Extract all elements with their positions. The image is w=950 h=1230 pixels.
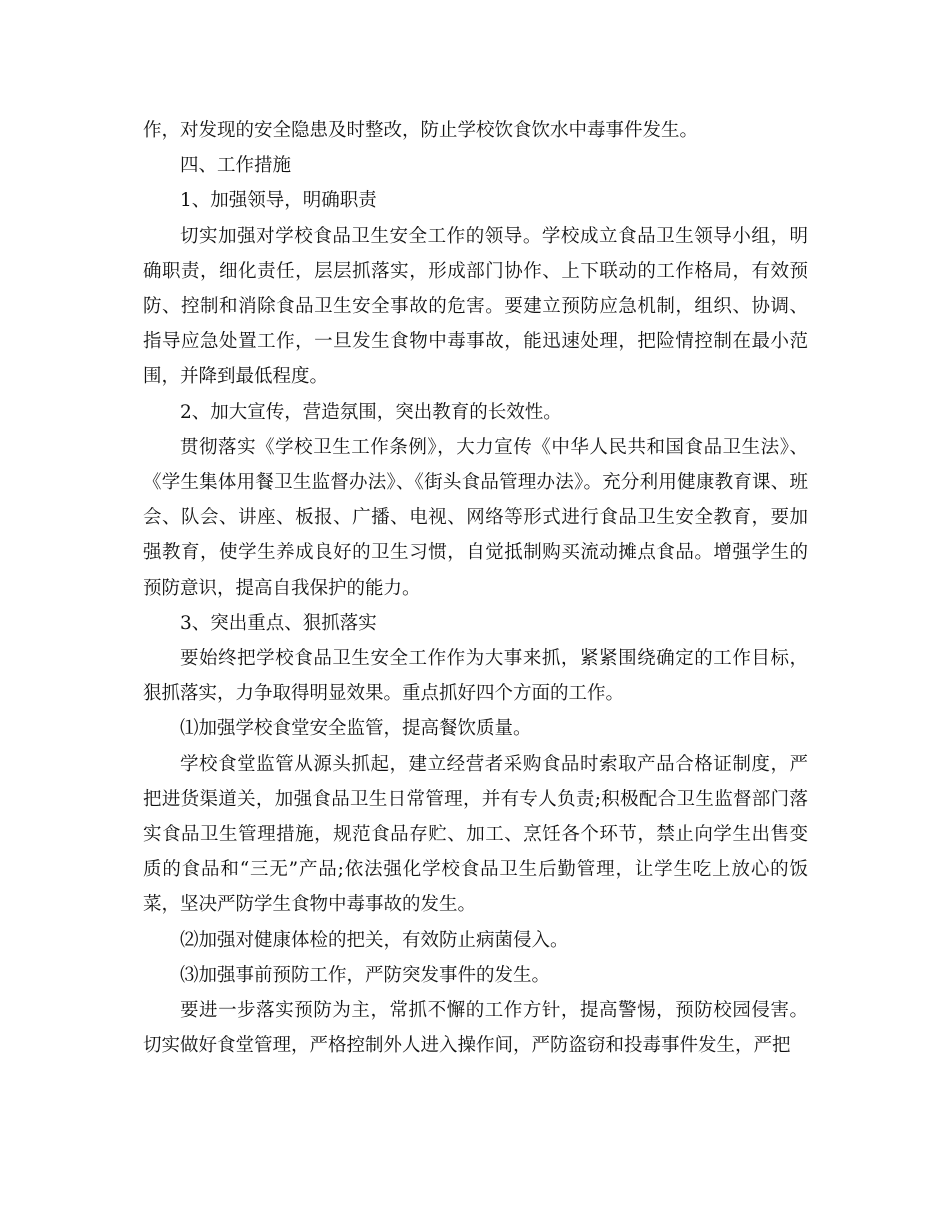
paragraph-leadership: 切实加强对学校食品卫生安全工作的领导。学校成立食品卫生领导小组，明确职责，细化责任，层层抓落实，形成部门协作、上下联动的工作格局，有效预防、控制和消除食品卫生安全事故的危害。要建立预防应急机制，组织、协调、指导应急处置工作，一旦发生食物中毒事故，能迅速处理，把险情控制在最小范围，并降到最低程度。 <box>143 225 808 388</box>
paragraph-prevention: 要进一步落实预防为主，常抓不懈的工作方针，提高警惕，预防校园侵害。切实做好食堂管理，严格控制外人进入操作间，严防盗窃和投毒事件发生，严把 <box>143 1000 808 1057</box>
document-page <box>143 113 808 1063</box>
item-canteen-supervision: ⑴加强学校食堂安全监管，提高餐饮质量。 <box>180 718 532 740</box>
subheading-publicity: 2、加大宣传，营造氛围，突出教育的长效性。 <box>180 401 562 423</box>
paragraph-priorities: 要始终把学校食品卫生安全工作作为大事来抓，紧紧围绕确定的工作目标，狠抓落实，力争取得明显效果。重点抓好四个方面的工作。 <box>143 648 808 705</box>
paragraph-canteen-supervision: 学校食堂监管从源头抓起，建立经营者采购食品时索取产品合格证制度，严把进货渠道关，加强食品卫生日常管理，并有专人负责;积极配合卫生监督部门落实食品卫生管理措施，规范食品存贮、加工、烹饪各个环节，禁止向学生出售变质的食品和“三无”产品;依法强化学校食品卫生后勤管理，让学生吃上放心的饭菜，坚决严防学生食物中毒事故的发生。 <box>143 753 808 916</box>
paragraph-continuation: 作，对发现的安全隐患及时整改，防止学校饮食饮水中毒事件发生。 <box>143 120 699 141</box>
subheading-leadership: 1、加强领导，明确职责 <box>180 190 377 212</box>
paragraph-publicity: 贯彻落实《学校卫生工作条例》，大力宣传《中华人民共和国食品卫生法》、《学生集体用餐卫生监督办法》、《街头食品管理办法》。充分利用健康教育课、班会、队会、讲座、板报、广播、电视、网络等形式进行食品卫生安全教育，要加强教育，使学生养成良好的卫生习惯，自觉抵制购买流动摊点食品。增强学生的预防意识，提高自我保护的能力。 <box>143 436 808 599</box>
item-health-check: ⑵加强对健康体检的把关，有效防止病菌侵入。 <box>180 929 569 951</box>
item-prevention: ⑶加强事前预防工作，严防突发事件的发生。 <box>180 964 551 986</box>
subheading-priorities: 3、突出重点、狠抓落实 <box>180 612 377 634</box>
section-heading-measures: 四、工作措施 <box>180 155 292 177</box>
